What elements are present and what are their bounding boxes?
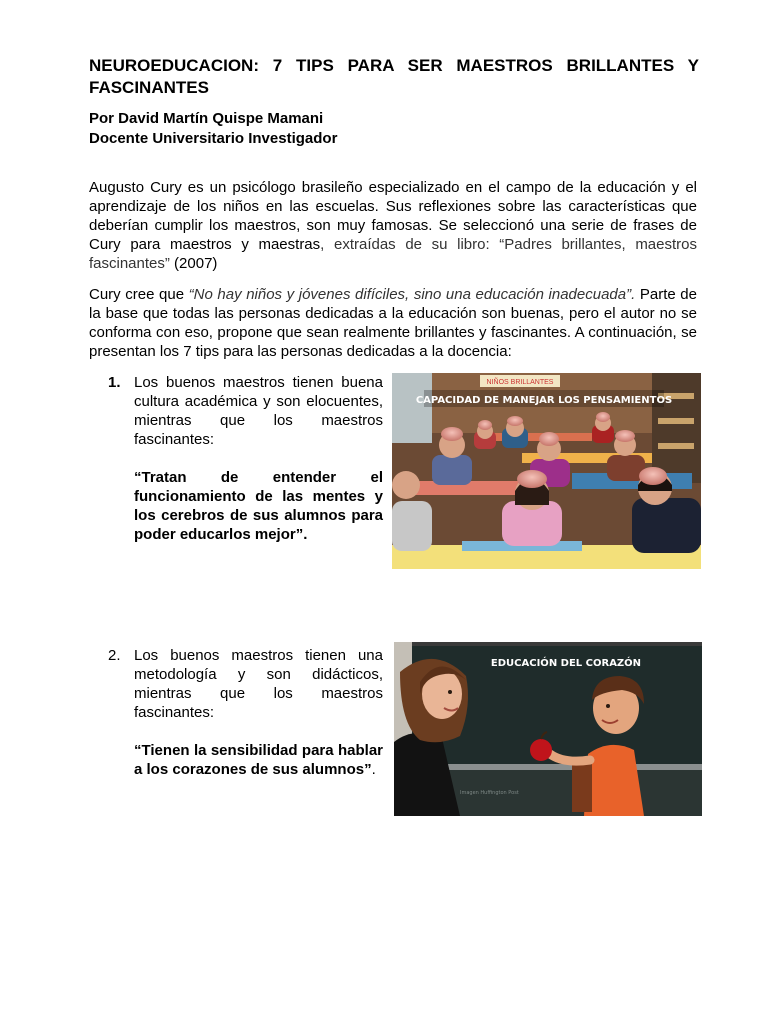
image-caption: EDUCACIÓN DEL CORAZÓN (490, 658, 642, 669)
intro-paragraph (89, 178, 697, 273)
tip-quote: “Tratan de entender el funcionamiento de las mentes y los cerebros de sus alumnos para poder educarlos mejor”. (134, 469, 383, 543)
tip-quote-wrapper (134, 741, 383, 779)
teacher-student-illustration (394, 642, 702, 816)
author-block (89, 109, 699, 149)
classroom-brains-image (392, 373, 701, 569)
heart-education-image (394, 642, 702, 816)
intro-text: Augusto Cury es un psicólogo brasileño especializado en el campo de la educación y el aprendizaje de los niños en las escuelas. Sus reflexiones sobre las características que deberían cumplir los maestros, son muy famosas. Se seleccionó una serie de frases de Cury para maestros y maestras (89, 179, 697, 253)
tip-item (108, 373, 383, 544)
tip-text: Los buenos maestros tienen una metodología y son didácticos, mientras que los maestros fascinantes: (134, 647, 383, 721)
tip-number: 2. (108, 647, 121, 664)
tip-quote: “Tienen la sensibilidad para hablar a los corazones de sus alumnos” (134, 742, 383, 778)
image-caption: CAPACIDAD DE MANEJAR LOS PENSAMIENTOS (415, 395, 673, 406)
image-credit: Imagen Huffington Post (460, 790, 519, 796)
tip-item (108, 646, 383, 779)
tip-quote-end: . (371, 761, 376, 778)
classroom-sign: NIÑOS BRILLANTES (486, 379, 554, 386)
belief-lead: Cury cree que (89, 286, 189, 303)
classroom-illustration (392, 373, 701, 569)
page-title: NEUROEDUCACION: 7 TIPS PARA SER MAESTROS BRILLANTES Y FASCINANTES (89, 56, 699, 97)
belief-rest: Parte de la base que todas las personas dedicadas a la educación son buenas, pero el autor no se conforma con eso, propone que sean realmente brillantes y fascinantes. A continuación, se presentan los 7 tips para las personas dedicadas a la docencia: (89, 286, 697, 360)
intro-year: (2007) (169, 255, 218, 272)
author-name: Por David Martín Quispe Mamani (89, 110, 324, 127)
tip-number: 1. (108, 374, 121, 391)
belief-quote: “No hay niños y jóvenes difíciles, sino una educación inadecuada”. (188, 286, 636, 303)
intro-book-reference: , extraídas de su libro: “Padres brillantes, maestros fascinantes” (89, 236, 697, 272)
tip-text: Los buenos maestros tienen buena cultura académica y son elocuentes, mientras que los maestros fascinantes: (134, 374, 383, 448)
author-role: Docente Universitario Investigador (89, 130, 338, 147)
belief-paragraph (89, 285, 697, 361)
